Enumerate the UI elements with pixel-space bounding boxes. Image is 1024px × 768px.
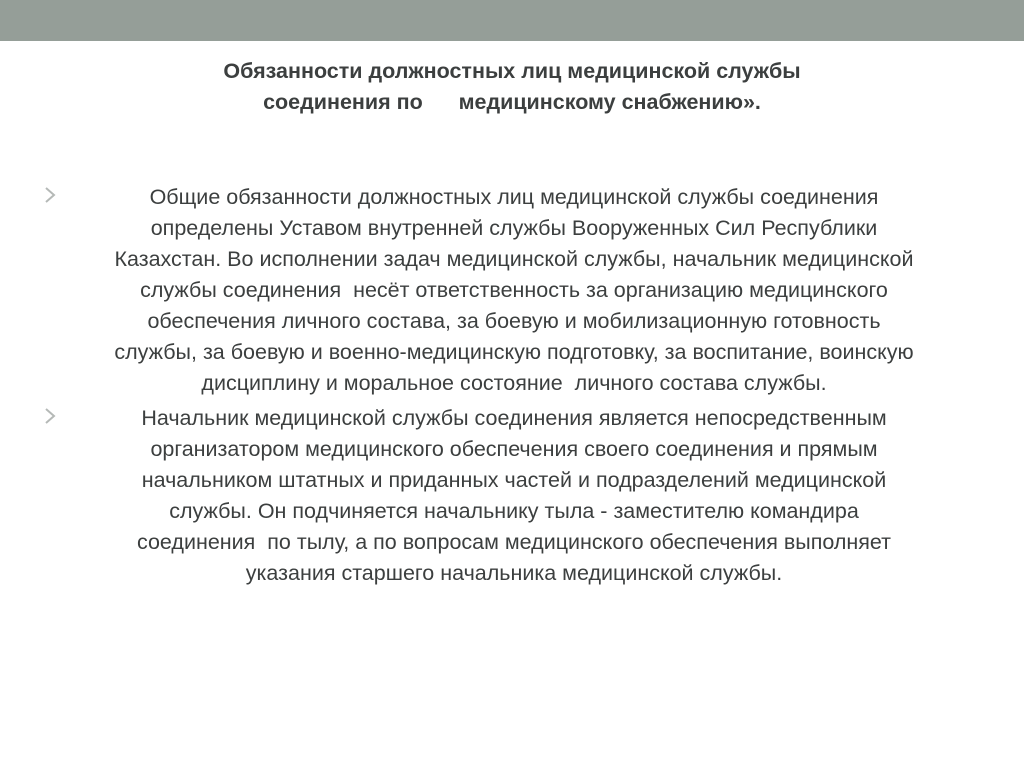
slide-body xyxy=(26,182,1002,593)
paragraph-1-line-5: обеспечения личного состава, за боевую и мобилизационную готовность xyxy=(147,309,881,333)
paragraph-1-line-2: определены Уставом внутренней службы Вооруженных Сил Республики xyxy=(150,216,878,240)
paragraph-2-line-2: организатором медицинского обеспечения своего соединения и прямым xyxy=(150,437,878,461)
slide-title xyxy=(0,56,1024,118)
paragraph-1-line-6: службы, за боевую и военно-медицинскую подготовку, за воспитание, воинскую xyxy=(114,340,914,364)
paragraph-1-line-1: Общие обязанности должностных лиц медицинской службы соединения xyxy=(149,185,879,209)
paragraph-1-line-3: Казахстан. Во исполнении задач медицинской службы, начальник медицинской xyxy=(114,247,914,271)
paragraph-1-line-4: службы соединения несёт ответственность за организацию медицинского xyxy=(140,278,888,302)
paragraph-2-line-6: указания старшего начальника медицинской службы. xyxy=(245,561,783,585)
paragraph-2-line-1: Начальник медицинской службы соединения является непосредственным xyxy=(141,406,887,430)
paragraph-2-line-4: службы. Он подчиняется начальнику тыла - заместителю командира xyxy=(169,499,859,523)
title-line-1: Обязанности должностных лиц медицинской службы xyxy=(223,59,801,83)
chevron-right-bullet-icon xyxy=(43,407,57,425)
paragraph-2-line-5: соединения по тылу, а по вопросам медицинского обеспечения выполняет xyxy=(136,530,892,554)
bullet-paragraph-2 xyxy=(26,403,1002,589)
bullet-paragraph-1 xyxy=(26,182,1002,399)
title-line-2: соединения по медицинскому снабжению». xyxy=(263,90,761,114)
paragraph-2-line-3: начальником штатных и приданных частей и подразделений медицинской xyxy=(141,468,887,492)
paragraph-1-line-7: дисциплину и моральное состояние личного состава службы. xyxy=(201,371,827,395)
chevron-right-bullet-icon xyxy=(43,186,57,204)
top-decorative-bar xyxy=(0,0,1024,41)
